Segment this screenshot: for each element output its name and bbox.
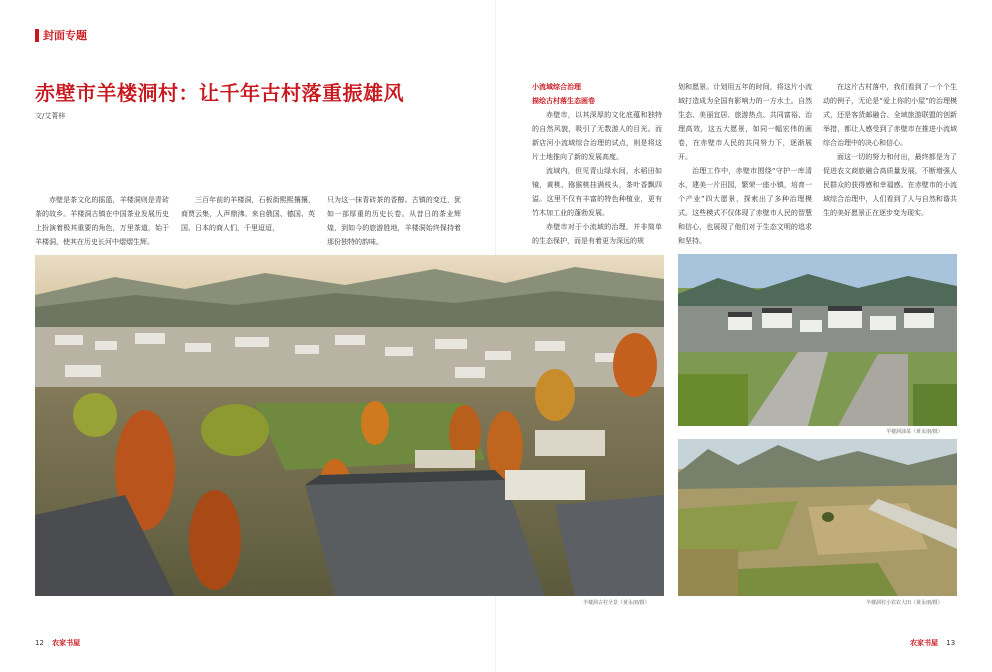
paragraph: 赤壁市对于小流域的治理，并非简单的生态保护，而是有着更为深远的规: [532, 223, 662, 245]
section-title: 封面专题: [43, 29, 87, 42]
paragraph: 面这一切的努力和付出，最终都是为了促进农文商旅融合高质量发展，不断增强人民群众的获得感和幸福感。在赤壁市的小流域综合治理中，人们看到了人与自然和谐共生的美好愿景正在逐步变为现实。: [823, 153, 957, 217]
farmland-photo: [678, 439, 957, 596]
body-column-2: [181, 193, 315, 235]
village-road-image: [678, 254, 957, 426]
magazine-name-right: 农家书屋: [910, 639, 938, 647]
top-right-photo-caption: 羊楼洞油菜（黄永朋/摄）: [886, 429, 943, 435]
paragraph: 只为这一抹青砖茶的香醇。古镇的变迁，犹如一部厚重的历史长卷。从昔日的茶业辉煌，到如今的旅游胜地，羊楼洞始终保持着那份独特的韵味。: [327, 196, 461, 246]
paragraph: 赤壁市，以其深厚的文化底蕴和独特的自然风貌，吸引了无数游人的目光。而新店河小流域综合治理的试点，则是将这片土地推向了新的发展高度。: [532, 111, 662, 161]
magazine-name-left: 农家书屋: [52, 639, 81, 647]
footer-right: [910, 638, 955, 648]
section-marker: [35, 29, 39, 42]
village-road-photo: [678, 254, 957, 426]
article-byline: 文/艾菁梓: [35, 112, 66, 120]
subheading-line-1: 小流域综合治理: [532, 83, 581, 91]
paragraph: 流域内，但见青山绿水间，水稻田如镜，黄桃、猕猴桃挂满枝头，茶叶香飘四溢。这里不仅有丰富的特色种植业，更有竹木加工业的蓬勃发展。: [532, 167, 662, 217]
body-column-5: [678, 80, 812, 248]
body-column-3: [327, 193, 461, 249]
bottom-right-photo-caption: 羊楼洞村小农农大田（黄永朋/摄）: [866, 600, 943, 606]
body-column-6: [823, 80, 957, 220]
paragraph: 治理工作中，赤壁市围绕“守护一库清水，建美一片田园，繁荣一座小镇，培育一个产业”四大愿景，探索出了多种治理模式。这些模式不仅体现了赤壁市人民的智慧和信心，也展现了他们对于生态文明的追求和坚持。: [678, 167, 812, 245]
subheading-line-2: 描绘古村落生态画卷: [532, 97, 595, 105]
footer-left: [35, 638, 80, 648]
main-photo-caption: 羊楼洞古村全景（黄永朋/摄）: [583, 600, 650, 606]
farmland-image: [678, 439, 957, 596]
page-number-left: 12: [35, 639, 44, 647]
body-column-4: [532, 80, 662, 248]
paragraph: 三百年前的羊楼洞，石板街熙熙攘攘，商贾云集，人声鼎沸。来自俄国、德国、英国、日本的商人们，千里迢迢，: [181, 196, 315, 232]
body-column-1: [35, 193, 169, 249]
paragraph: 划和愿景。计划用五年的时间，将这片小流域打造成为全国有影响力的一方水土。自然生态、美丽宜居、旅游热点、共同富裕、治理高效，这五大愿景，如同一幅宏伟的画卷，在赤壁市人民的共同努力下，逐渐展开。: [678, 83, 812, 161]
village-aerial-photo: [35, 255, 664, 596]
village-aerial-image: [35, 255, 664, 596]
article-title: 赤壁市羊楼洞村：让千年古村落重振雄风: [35, 81, 404, 105]
paragraph: 在这片古村落中，我们看到了一个个生动的例子，无论是“爱上你的小屋”的治理模式，还是客货邮融合、全域旅游联盟的创新举措，都让人感受到了赤壁市在推进小流域综合治理中的决心和信心。: [823, 83, 957, 147]
page-number-right: 13: [946, 639, 956, 647]
paragraph: 赤壁是茶文化的摇篮，羊楼洞则是青砖茶的故乡。羊楼洞古镇在中国茶业发展历史上扮演着极其重要的角色，万里茶道，始于羊楼洞，使其在历史长河中熠熠生辉。: [35, 196, 169, 246]
